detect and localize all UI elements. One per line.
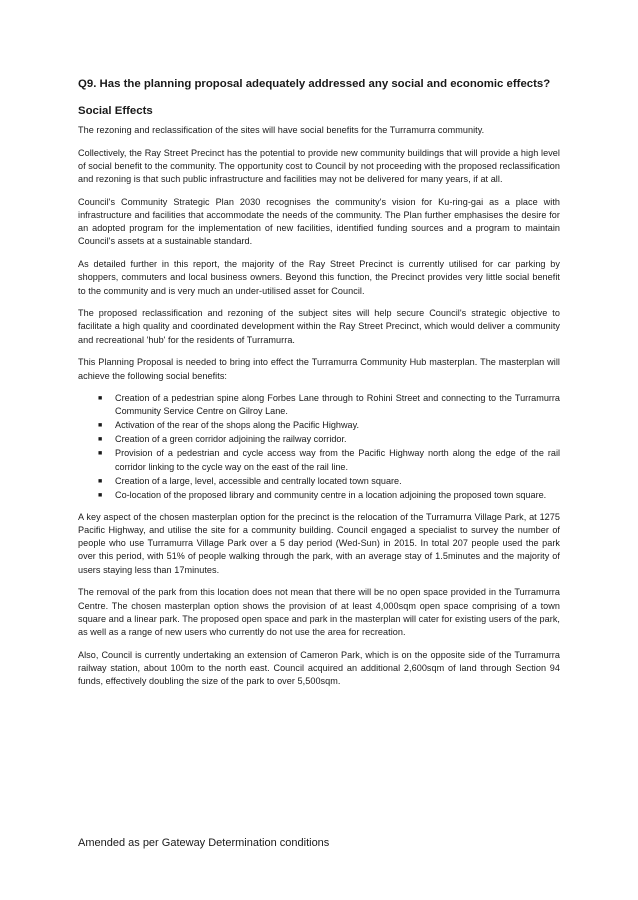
list-item <box>78 392 560 418</box>
paragraph-intro: The rezoning and reclassification of the sites will have social benefits for the Turramurra community. <box>78 125 485 135</box>
document-page <box>78 76 560 698</box>
list-item <box>78 475 560 488</box>
paragraph-car-parking: As detailed further in this report, the majority of the Ray Street Precinct is currently utilised for car parking by shoppers, commuters and local business owners. Beyond this function, the Precinct provides very little social benefit to the community and is very much an under-utilised asset for Council. <box>78 259 560 296</box>
square-bullet-icon: ■ <box>98 477 103 485</box>
paragraph-park-removal: The removal of the park from this location does not mean that there will be no open space provided in the Turramurra Centre. The chosen masterplan option shows the provision of at least 4,000sqm open space comprising of a town square and a linear park. The proposed open space and park in the masterplan will cater for existing users of the park, as well as a range of new users who currently do not use the area for recreation. <box>78 587 560 637</box>
paragraph-village-park: A key aspect of the chosen masterplan option for the precinct is the relocation of the Turramurra Village Park, at 1275 Pacific Highway, and utilise the site for a community building. Council engaged a specialist to survey the number of people who use Turramurra Village Park over a 5 day period (Wed-Sun) in 2015. In total 207 people used the park over this period, with 51% of people walking through the park, with an average stay of 1.5minutes and the majority of users staying less than 17minutes. <box>78 511 560 575</box>
question-heading: Q9. Has the planning proposal adequately addressed any social and economic effects? <box>78 78 551 90</box>
list-item-text: Creation of a large, level, accessible and centrally located town square. <box>115 475 402 486</box>
list-item-text: Provision of a pedestrian and cycle access way from the Pacific Highway north along the edge of the rail corridor linking to the cycle way on the east of the rail line. <box>115 448 560 472</box>
list-item <box>78 419 560 432</box>
list-item-text: Creation of a green corridor adjoining the railway corridor. <box>115 434 347 445</box>
square-bullet-icon: ■ <box>98 450 103 458</box>
list-item-text: Activation of the rear of the shops along the Pacific Highway. <box>115 420 359 431</box>
list-item-text: Co-location of the proposed library and community centre in a location adjoining the proposed town square. <box>115 489 547 500</box>
list-item <box>78 489 560 502</box>
square-bullet-icon: ■ <box>98 422 103 430</box>
square-bullet-icon: ■ <box>98 395 103 403</box>
square-bullet-icon: ■ <box>98 491 103 499</box>
footer-note: Amended as per Gateway Determination conditions <box>78 837 330 849</box>
section-heading-social-effects: Social Effects <box>78 105 153 117</box>
benefits-list <box>78 392 560 502</box>
list-item-text: Creation of a pedestrian spine along Forbes Lane through to Rohini Street and connecting to the Turramurra Community Service Centre on Gilroy Lane. <box>115 393 560 417</box>
paragraph-reclassification: The proposed reclassification and rezoning of the subject sites will help secure Council's strategic objective to facilitate a high quality and coordinated development within the Ray Street Precinct, which would deliver a community and recreational 'hub' for the residents of Turramurra. <box>78 308 560 345</box>
square-bullet-icon: ■ <box>98 436 103 444</box>
list-item <box>78 447 560 473</box>
paragraph-collectively: Collectively, the Ray Street Precinct has the potential to provide new community buildings that will provide a high level of social benefit to the community. The opportunity cost to Council by not proceeding with the proposed reclassification and rezoning is that such public infrastructure and facilities may not be delivered for many years, if at all. <box>78 147 560 185</box>
paragraph-planning-proposal: This Planning Proposal is needed to bring into effect the Turramurra Community Hub masterplan. The masterplan will achieve the following social benefits: <box>78 357 560 381</box>
paragraph-strategic-plan: Council's Community Strategic Plan 2030 recognises the community's vision for Ku-ring-gai as a place with infrastructure and facilities that accommodate the needs of the community. The Plan further emphasises the desire for an adopted program for the implementation of new facilities, identified funding sources and a program to maintain Council's assets at a sustainable standard. <box>78 196 560 247</box>
paragraph-cameron-park: Also, Council is currently undertaking an extension of Cameron Park, which is on the opposite side of the Turramurra railway station, about 100m to the north east. Council acquired an additional 2,600sqm of land through Section 94 funds, effectively doubling the size of the park to over 5,500sqm. <box>78 649 560 687</box>
list-item <box>78 433 560 446</box>
